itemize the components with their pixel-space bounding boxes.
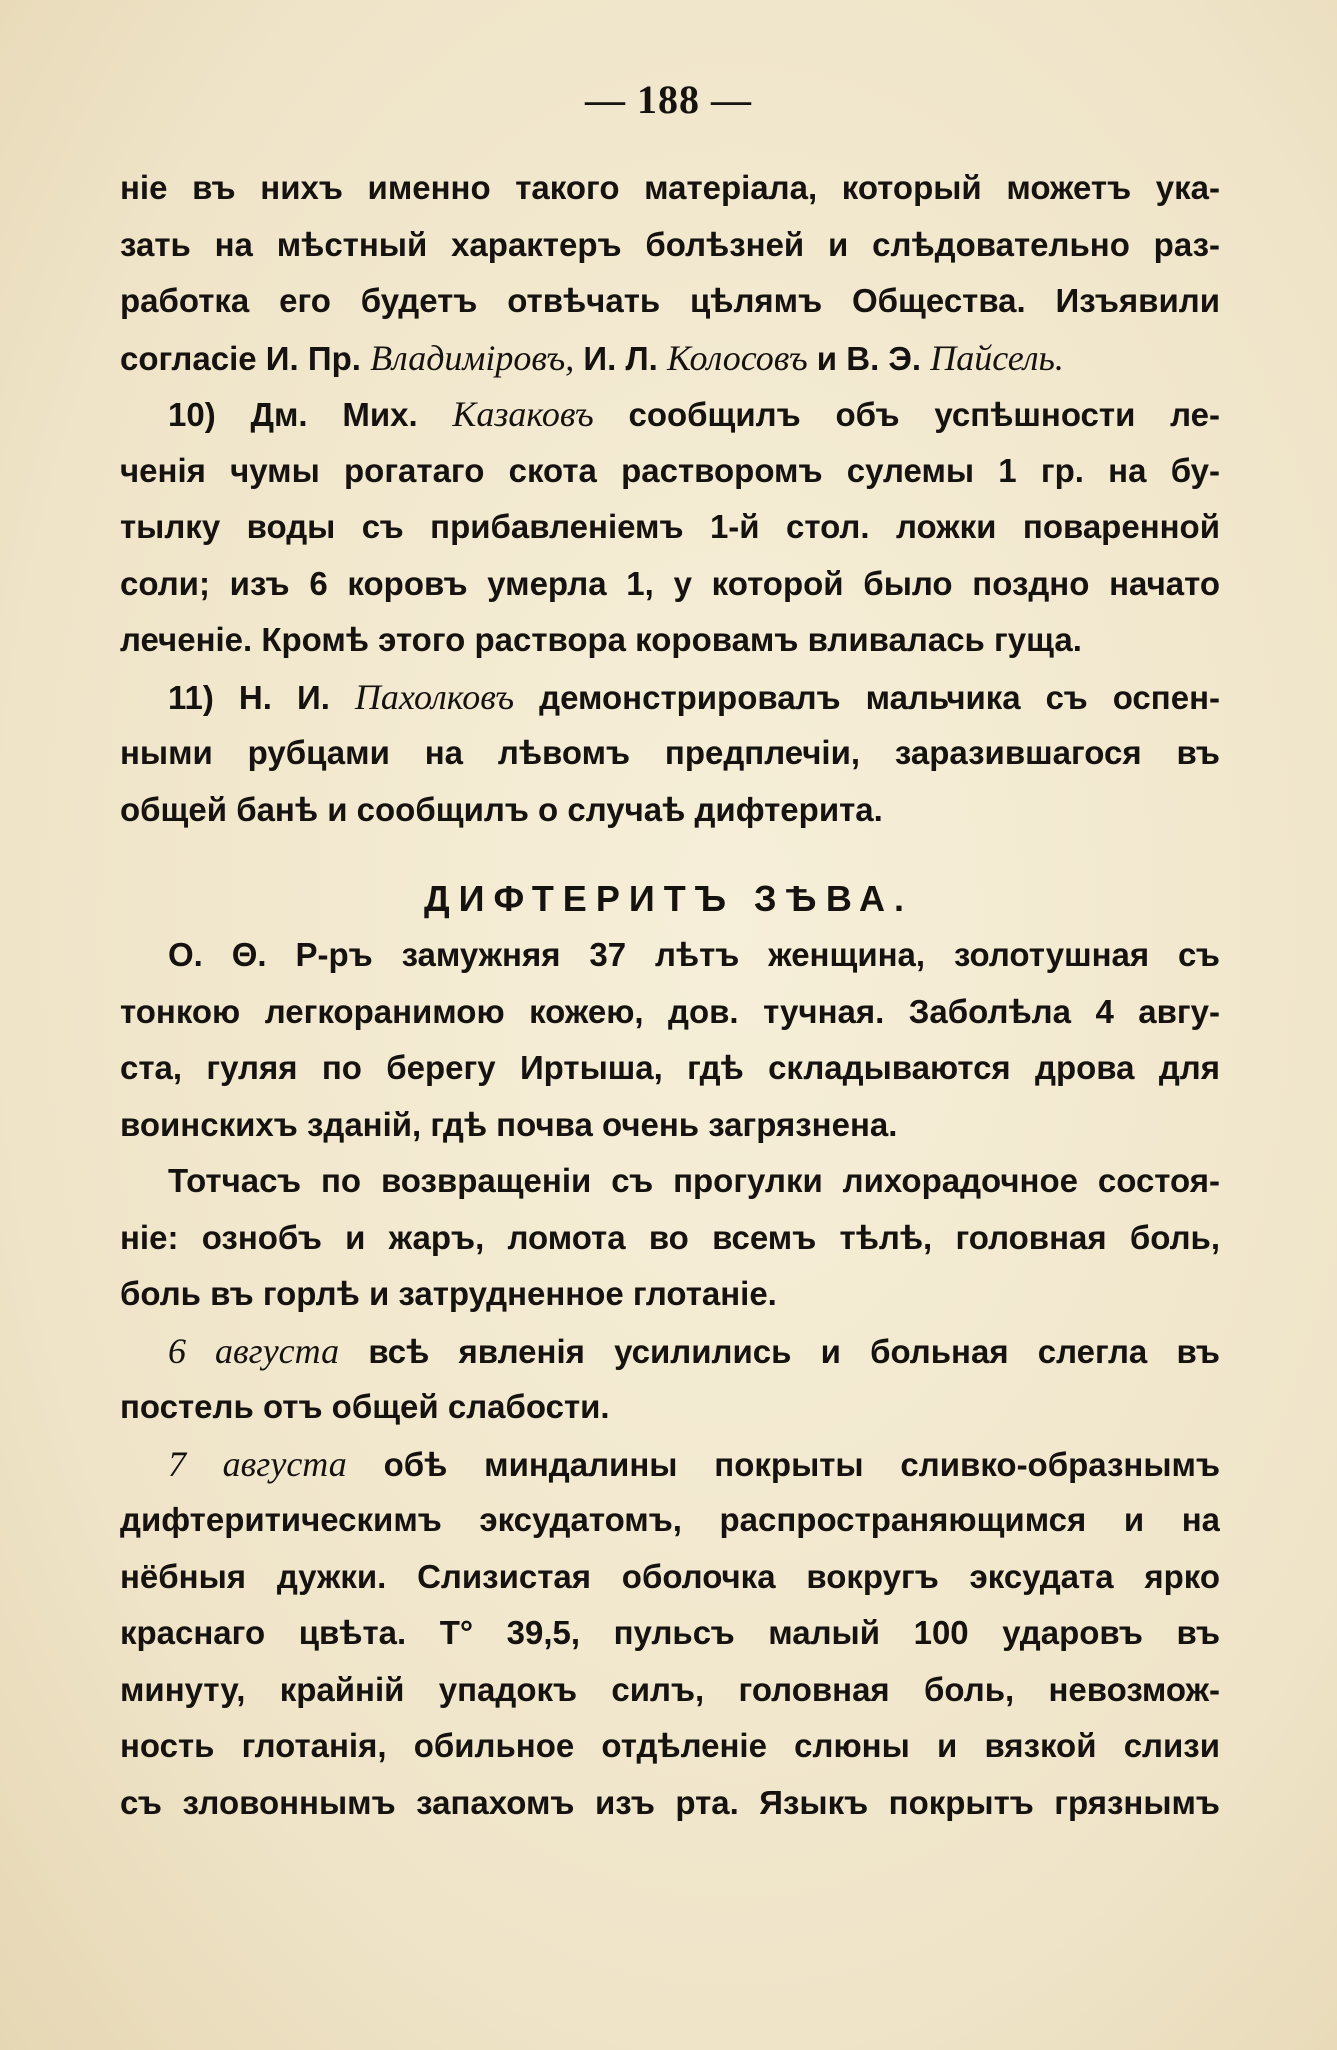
text-line: зать на мѣстный характеръ болѣзней и слѣдовательно раз-: [120, 225, 1220, 263]
italic-name: Казаковъ: [452, 394, 594, 434]
text-line: леченіе. Кромѣ этого раствора коровамъ вливалась гуща.: [120, 621, 1082, 658]
text-line: работка его будетъ отвѣчать цѣлямъ Общества. Изъявили: [120, 282, 1220, 319]
text-segment: И. Л.: [574, 339, 667, 377]
text-line: ніе въ нихъ именно такого матеріала, который можетъ ука-: [120, 169, 1220, 206]
text-line: [120, 386, 1220, 443]
text-segment: и В. Э.: [807, 339, 931, 377]
text-line: минуту, крайній упадокъ силъ, головная боль, невозмож-: [120, 1670, 1220, 1708]
text-segment: 11) Н. И.: [168, 678, 355, 716]
text-block-upper: [120, 160, 1220, 838]
section-heading: ДИФТЕРИТЪ ЗѢВА.: [423, 878, 914, 919]
italic-name: Колосовъ: [666, 337, 808, 378]
text-line: тонкою легкоранимою кожею, дов. тучная. Заболѣла 4 авгу-: [120, 992, 1220, 1030]
text-line: [120, 669, 1220, 726]
text-line: ность глотанія, обильное отдѣленіе слюны и вязкой слизи: [120, 1727, 1220, 1764]
text-segment: согласіе И. Пр.: [120, 339, 371, 377]
text-line: нёбныя дужки. Слизистая оболочка вокругъ эксудата ярко: [120, 1557, 1220, 1595]
italic-name: 7 августа: [168, 1443, 347, 1484]
text-line: ніе: ознобъ и жаръ, ломота во всемъ тѣлѣ, головная боль,: [120, 1218, 1220, 1256]
italic-name: Пахолковъ: [354, 676, 515, 717]
text-line: тылку воды съ прибавленіемъ 1-й стол. ложки поваренной: [120, 508, 1220, 545]
text-line: дифтеритическимъ эксудатомъ, распространяющимся и на: [120, 1501, 1220, 1538]
text-line: ными рубцами на лѣвомъ предплечіи, заразившагося въ: [120, 734, 1220, 771]
page-number: — 188 —: [585, 77, 752, 122]
italic-name: Владимiровъ,: [370, 337, 575, 378]
text-line: съ зловоннымъ запахомъ изъ рта. Языкъ покрытъ грязнымъ: [120, 1783, 1220, 1821]
text-line: [120, 1436, 1220, 1493]
text-line: ста, гуляя по берегу Иртыша, гдѣ складываются дрова для: [120, 1049, 1220, 1086]
text-line: общей банѣ и сообщилъ о случаѣ дифтерита.: [120, 790, 883, 828]
text-block-lower: [120, 927, 1220, 1831]
text-line: краснаго цвѣта. Т° 39,5, пульсъ малый 100 ударовъ въ: [120, 1614, 1220, 1651]
text-line: О. Θ. Р-ръ замужняя 37 лѣтъ женщина, золотушная съ: [168, 936, 1220, 973]
text-line: воинскихъ зданій, гдѣ почва очень загрязнена.: [120, 1105, 898, 1143]
text-line: Тотчасъ по возвращеніи съ прогулки лихорадочное состоя-: [168, 1162, 1220, 1199]
text-line: постель отъ общей слабости.: [120, 1388, 610, 1425]
text-line: боль въ горлѣ и затрудненное глотаніе.: [120, 1275, 777, 1312]
text-segment: сообщилъ объ успѣшности ле-: [593, 396, 1220, 433]
text-line: [120, 1323, 1220, 1380]
text-segment: обѣ миндалины покрыты сливко-образнымъ: [346, 1445, 1220, 1483]
italic-name: Пайсель.: [930, 337, 1064, 378]
text-segment: всѣ явленія усилились и больная слегла въ: [339, 1332, 1220, 1370]
text-segment: демонстрировалъ мальчика съ оспен-: [514, 678, 1220, 716]
italic-name: 6 августа: [168, 1330, 340, 1371]
text-line: [120, 330, 1220, 387]
text-line: соли; изъ 6 коровъ умерла 1, у которой было поздно начато: [120, 564, 1220, 602]
text-segment: 10) Дм. Мих.: [168, 396, 453, 433]
text-line: ченія чумы рогатаго скота растворомъ сулемы 1 гр. на бу-: [120, 451, 1220, 489]
